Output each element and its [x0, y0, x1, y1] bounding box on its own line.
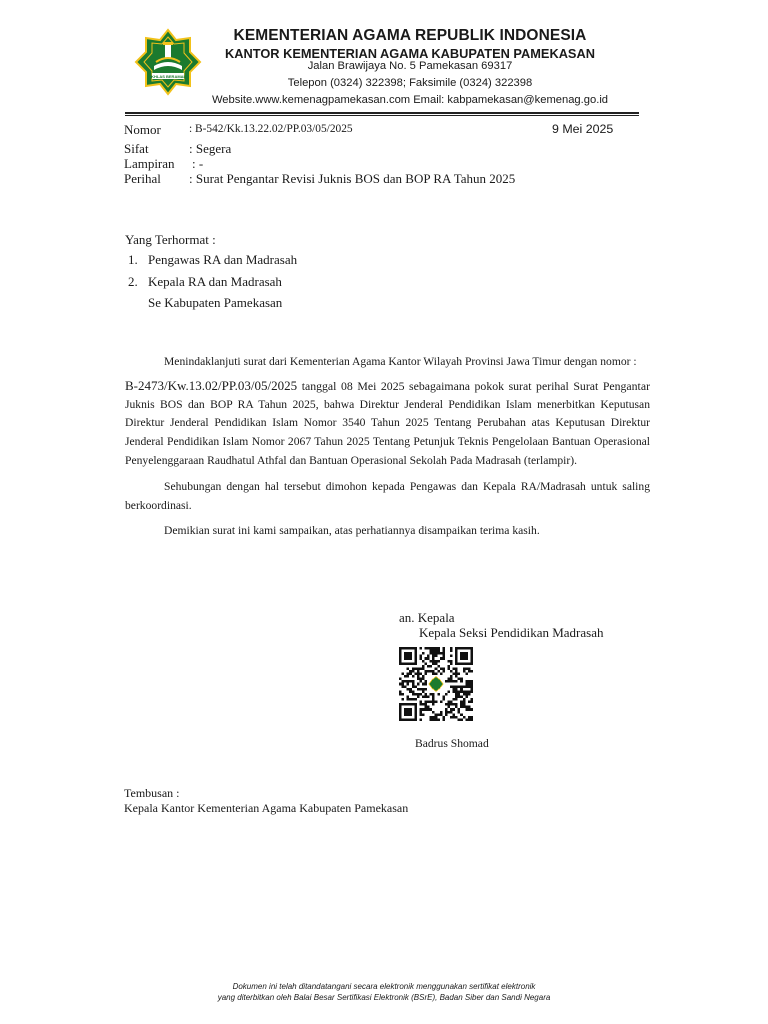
tembusan-item: Kepala Kantor Kementerian Agama Kabupaten Pamekasan	[124, 801, 409, 815]
office-web-email: Website.www.kemenagpamekasan.com Email: kabpamekasan@kemenag.go.id	[211, 94, 609, 106]
office-phone: Telepon (0324) 322398; Faksimile (0324) 322398	[287, 77, 533, 89]
perihal-label: Perihal	[124, 171, 161, 186]
sifat-value: : Segera	[189, 141, 232, 156]
recipient-location: Se Kabupaten Pamekasan	[148, 295, 283, 310]
body-p2-line: berkoordinasi.	[125, 499, 192, 512]
ministry-name: KEMENTERIAN AGAMA REPUBLIK INDONESIA	[233, 27, 587, 44]
lampiran-label: Lampiran	[124, 156, 175, 171]
lampiran-value: : -	[192, 156, 204, 171]
recipient-1: Pengawas RA dan Madrasah	[148, 252, 298, 267]
body-p1-line: Menindaklanjuti surat dari Kementerian Agama Kantor Wilayah Provinsi Jawa Timur dengan nomor :	[164, 355, 637, 368]
signature-an: an. Kepala	[399, 610, 455, 625]
letterhead-divider-thin	[125, 115, 639, 116]
office-address: Jalan Brawijaya No. 5 Pamekasan 69317	[307, 60, 513, 72]
signature-position: Kepala Seksi Pendidikan Madrasah	[419, 625, 604, 640]
perihal-value: : Surat Pengantar Revisi Juknis BOS dan BOP RA Tahun 2025	[189, 171, 516, 186]
sifat-label: Sifat	[124, 141, 149, 156]
footer-line-1: Dokumen ini telah ditandatangani secara elektronik menggunakan sertifikat elektronik	[232, 982, 536, 991]
office-name: KANTOR KEMENTERIAN AGAMA KABUPATEN PAMEKASAN	[225, 46, 595, 61]
recipient-2: Kepala RA dan Madrasah	[148, 274, 282, 289]
body-p1-line: Juknis BOS dan BOP RA Tahun 2025, bahwa Direktur Jenderal Pendidikan Islam menerbitkan Keputusan	[125, 398, 650, 411]
tembusan-label: Tembusan :	[124, 786, 180, 800]
nomor-value: : B-542/Kk.13.22.02/PP.03/05/2025	[189, 123, 353, 135]
body-p1-line: Penyelenggaraan Raudhatul Athfal dan Bantuan Operasional Sekolah Pada Madrasah (terlampir).	[125, 454, 578, 467]
letter-date: 9 Mei 2025	[552, 122, 614, 136]
ministry-logo	[134, 28, 202, 96]
footer-line-2: yang diterbitkan oleh Balai Besar Sertifikasi Elektronik (BSrE), Badan Siber dan Sandi Negara	[217, 993, 551, 1002]
recipient-1-number: 1.	[128, 252, 138, 267]
body-p1-line: Jenderal Pendidikan Islam Nomor 2067 Tahun 2025 Tentang Petunjuk Teknis Pengelolaan Bantuan Operasional	[125, 435, 650, 448]
recipient-2-number: 2.	[128, 274, 138, 289]
logo-text: IKHLAS BERAMAL	[150, 73, 186, 79]
letterhead-divider-thick	[125, 112, 639, 114]
body-p1-line: B-2473/Kw.13.02/PP.03/05/2025 tanggal 08 Mei 2025 sebagaimana pokok surat perihal Surat Pengantar	[125, 378, 650, 393]
body-p1-line: Direktur Jenderal Pendidikan Islam Nomor 3540 Tahun 2025 Tentang Perubahan atas Keputusan Direktur	[125, 416, 650, 429]
body-p2-line: Sehubungan dengan hal tersebut dimohon kepada Pengawas dan Kepala RA/Madrasah untuk saling	[164, 480, 650, 493]
nomor-label: Nomor	[124, 122, 161, 137]
body-p3: Demikian surat ini kami sampaikan, atas perhatiannya disampaikan terima kasih.	[164, 524, 540, 537]
signatory-name: Badrus Shomad	[415, 737, 489, 750]
signature-qr-code	[399, 647, 473, 721]
salutation: Yang Terhormat :	[125, 232, 216, 247]
